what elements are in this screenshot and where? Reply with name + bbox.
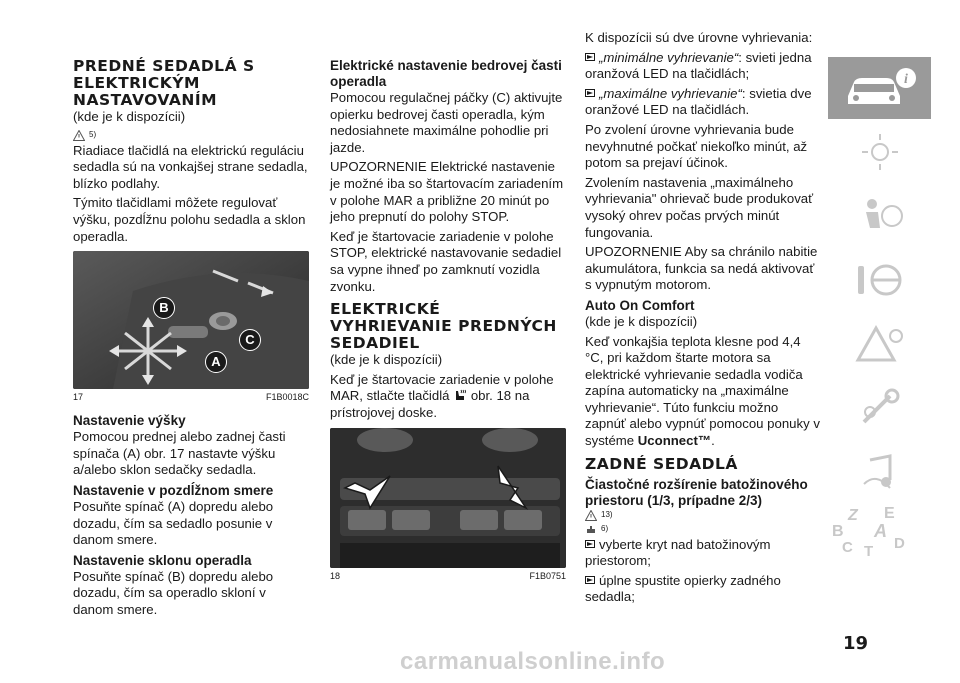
- paragraph: Riadiace tlačidlá na elektrickú reguláciu sedadla sú na vonkajšej strane sedadla, blízko podlahy.: [73, 142, 308, 191]
- paragraph: Pomocou regulačnej páčky (C) aktivujte opierku bedrovej časti operadla, kým nedosiahnete maximálne pohodlie pri jazde.: [330, 90, 563, 155]
- figure-caption: [73, 391, 309, 403]
- wrench-icon: [850, 386, 910, 430]
- tab-index[interactable]: [828, 505, 931, 567]
- info-reference: 6): [585, 523, 821, 537]
- tab-car-info[interactable]: [828, 57, 931, 119]
- seat-heater-icon: [453, 389, 467, 401]
- paragraph: Posuňte spínač (B) dopredu alebo dozadu, čím sa operadlo skloní v danom smere.: [73, 568, 274, 617]
- paragraph: Týmito tlačidlami môžete regulovať výšku, pozdĺžnu polohu sedadla a sklon operadla.: [73, 195, 306, 244]
- watermark: carmanualsonline.info: [400, 648, 666, 675]
- index-letter: D: [894, 535, 905, 552]
- svg-text:i: i: [903, 72, 908, 87]
- bullet-icon: [585, 576, 595, 584]
- warning-triangle-icon: [850, 322, 910, 366]
- paragraph: UPOZORNENIE Aby sa chránilo nabitie akumulátora, funkcia sa nedá aktivovať s vypnutým motorom.: [585, 244, 818, 293]
- paragraph: Pomocou prednej alebo zadnej časti spínača (A) obr. 17 nastavte výšku a/alebo sklon sedačky sedadla.: [73, 429, 286, 478]
- music-note-icon: [850, 450, 910, 494]
- paragraph: K dispozícii sú dve úrovne vyhrievania:: [585, 30, 813, 45]
- figure-number: 18: [330, 570, 341, 581]
- tab-emergency[interactable]: [828, 313, 931, 375]
- warning-ref-number: 5): [89, 130, 97, 140]
- callout-a: A: [205, 351, 227, 373]
- callout-c: C: [239, 329, 261, 351]
- figure-caption: [330, 570, 566, 582]
- paragraph: Zvolením nastavenia „maximálneho vyhrievania" ohrievač bude produkovať vysoký ohrev počas prvých minút fungovania.: [585, 174, 814, 240]
- figure-number: 17: [73, 392, 84, 403]
- column-1: [73, 58, 309, 622]
- subheading-auto-on-comfort: Auto On Comfort: [585, 297, 695, 313]
- seat-switch-illustration: [73, 251, 309, 389]
- subheading-luggage-extension: Čiastočné rozšírenie batožinového priestoru (1/3, prípadne 2/3): [585, 476, 808, 508]
- column-3: [585, 30, 821, 609]
- bullet-icon: [585, 53, 595, 61]
- index-letter: Z: [848, 507, 858, 524]
- bullet-icon: [585, 540, 595, 548]
- warning-triangle-icon: [73, 130, 85, 141]
- section-heading-front-seats: PREDNÉ SEDADLÁ S ELEKTRICKÝM NASTAVOVANÍM: [73, 57, 255, 109]
- info-hand-icon: [585, 524, 597, 535]
- index-letter: A: [874, 521, 887, 541]
- subheading-height: Nastavenie výšky: [73, 413, 186, 429]
- section-heading-rear-seats: ZADNÉ SEDADLÁ: [585, 454, 738, 473]
- bullet-item: „maximálne vyhrievanie“: svietia dve oranžové LED na tlačidlách.: [585, 85, 812, 118]
- index-letter: E: [884, 505, 895, 522]
- paragraph: Keď je štartovacie zariadenie v polohe MAR, stlačte tlačidlá obr. 18 na prístrojovej doske.: [330, 371, 554, 420]
- availability-note: (kde je k dispozícii): [73, 109, 186, 124]
- bullet-item: úplne spustite opierky zadného sedadla;: [585, 572, 781, 605]
- tab-multimedia[interactable]: [828, 441, 931, 503]
- tab-safety[interactable]: [828, 185, 931, 247]
- paragraph: Posuňte spínač (A) dopredu alebo dozadu, čím sa sedadlo posunie v danom smere.: [73, 498, 274, 548]
- airbag-safety-icon: [850, 194, 910, 238]
- index-letter: B: [832, 523, 844, 540]
- bullet-icon: [585, 89, 595, 97]
- section-heading-seat-heating: ELEKTRICKÉ VYHRIEVANIE PREDNÝCH SEDADIEL: [330, 300, 557, 353]
- tab-driving[interactable]: [828, 249, 931, 311]
- figure-18-dashboard-buttons: [330, 428, 566, 568]
- column-2: [330, 58, 566, 582]
- paragraph: Keď vonkajšia teplota klesne pod 4,4 °C, pri každom štarte motora sa elektrické vyhrievanie sedadla vodiča zapína automaticky na „maximálne vyhrievanie“. Túto funkciu možno zapnúť alebo vypnúť pomocou ponuky v systéme Uconnect™.: [585, 333, 820, 449]
- warning-reference: [73, 129, 309, 143]
- bullet-item: vyberte kryt nad batožinovým priestorom;: [585, 536, 771, 569]
- sun-lights-icon: [850, 130, 910, 174]
- figure-17-seat-controls: [73, 251, 309, 389]
- tab-maintenance[interactable]: [828, 377, 931, 439]
- subheading-backrest: Nastavenie sklonu operadla: [73, 552, 252, 568]
- paragraph: UPOZORNENIE Elektrické nastavenie je možné iba so štartovacím zariadením v polohe MAR a približne 20 minút po jeho prepnutí do polohy STOP.: [330, 159, 564, 225]
- callout-b: B: [153, 297, 175, 319]
- page-number: 19: [843, 633, 869, 654]
- car-info-icon: [840, 66, 920, 110]
- availability-note: (kde je k dispozícii): [330, 352, 443, 368]
- subheading-longitudinal: Nastavenie v pozdĺžnom smere: [73, 482, 274, 498]
- index-letter: C: [842, 539, 853, 556]
- figure-code: F1B0018C: [265, 392, 309, 403]
- bullet-item: „minimálne vyhrievanie“: svieti jedna oranžová LED na tlačidlách;: [585, 49, 812, 82]
- paragraph: Po zvolení úrovne vyhrievania bude nevyhnutné počkať niekoľko minút, až potom sa prejaví účinok.: [585, 121, 808, 171]
- index-letter: T: [864, 543, 874, 560]
- warning-triangle-icon: [585, 510, 597, 521]
- subheading-lumbar: Elektrické nastavenie bedrovej časti operadla: [330, 58, 562, 89]
- warning-reference: 13): [585, 509, 821, 523]
- tab-lights[interactable]: [828, 121, 931, 183]
- figure-code: F1B0751: [529, 570, 566, 581]
- chapter-tab-strip: [828, 57, 931, 569]
- steering-wheel-icon: [850, 258, 910, 302]
- paragraph: Keď je štartovacie zariadenie v polohe STOP, elektrické nastavovanie sedadiel sa vypne ihneď po zamknutí vozidla zvonku.: [330, 228, 562, 294]
- availability-note: (kde je k dispozícii): [585, 313, 698, 329]
- dashboard-illustration: [330, 428, 566, 568]
